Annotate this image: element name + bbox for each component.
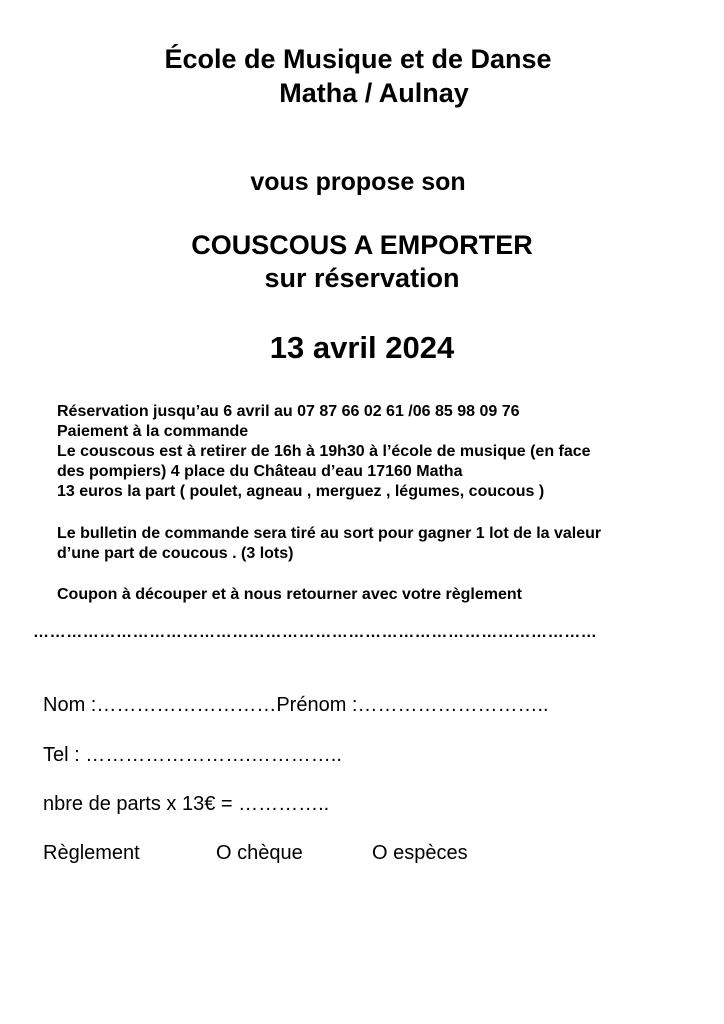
lottery-line-1: Le bulletin de commande sera tiré au sort pour gagner 1 lot de la valeur xyxy=(57,525,602,542)
event-date: 13 avril 2024 xyxy=(269,330,455,365)
school-name-line2: Matha / Aulnay xyxy=(279,78,469,108)
intro-text: vous propose son xyxy=(250,168,466,196)
info-line-price: 13 euros la part ( poulet, agneau , merguez , légumes, coucous ) xyxy=(57,483,545,500)
school-name-line1: École de Musique et de Danse xyxy=(164,44,552,74)
info-line-payment: Paiement à la commande xyxy=(57,423,249,440)
info-line-pickup: Le couscous est à retirer de 16h à 19h30 à l’école de musique (en face xyxy=(57,443,591,460)
lottery-block xyxy=(57,524,601,564)
payment-row xyxy=(43,842,468,865)
payment-option-especes: O espèces xyxy=(372,842,468,864)
name-field-row: Nom :………………………Prénom :……………………….. xyxy=(43,694,549,716)
cut-line-separator: ………………………………………………………………………………………… xyxy=(33,624,598,641)
lottery-line-2: d’une part de coucous . (3 lots) xyxy=(57,545,294,562)
payment-label: Règlement xyxy=(43,842,140,864)
event-subtitle: sur réservation xyxy=(264,263,460,293)
info-line-reservation: Réservation jusqu’au 6 avril au 07 87 66 02 61 /06 85 98 09 76 xyxy=(57,403,520,420)
event-title: COUSCOUS A EMPORTER xyxy=(191,230,533,260)
coupon-instruction: Coupon à découper et à nous retourner avec votre règlement xyxy=(57,586,522,603)
info-block xyxy=(57,402,591,502)
payment-option-cheque: O chèque xyxy=(216,842,303,864)
parts-field-row: nbre de parts x 13€ = ………….. xyxy=(43,793,330,815)
info-line-address: des pompiers) 4 place du Château d’eau 17160 Matha xyxy=(57,463,463,480)
tel-field-row: Tel : …………………….………….. xyxy=(43,744,342,766)
